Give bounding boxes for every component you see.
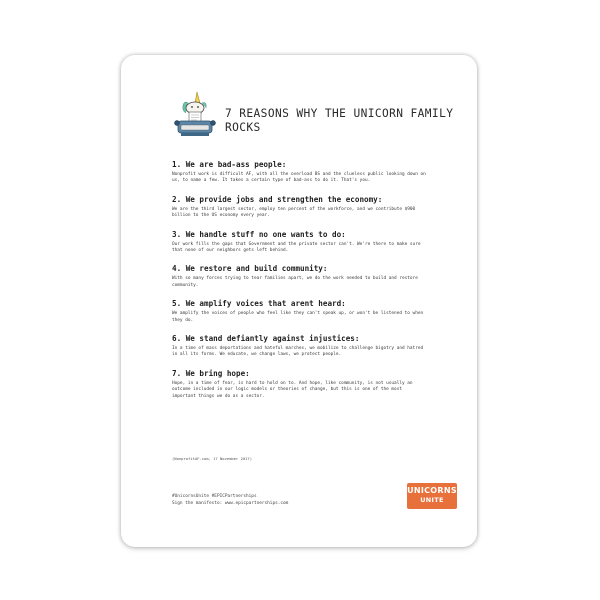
reason-heading: 4. We restore and build community: (172, 264, 328, 274)
reason-heading: 6. We stand defiantly against injustices: (172, 334, 360, 344)
reason-body: We are the third largest sector, employ ten percent of the workforce, and we contribute $900 billion to the US economy every year. (172, 206, 416, 219)
reason-body: We amplify the voices of people who feel like they can't speak up, or won't be listened to when they do. (172, 311, 424, 323)
reason-body: Nonprofit work is difficult AF, with all the overload BS and the clueless public looking down on us, to name a few. It takes a certain type of bad-ass to do it. That's you. (172, 172, 426, 184)
reason-heading: 3. We handle stuff no one wants to do: (172, 229, 346, 239)
list-item (172, 195, 427, 220)
logo-line-2: UNITE (420, 496, 444, 504)
list-item (172, 264, 427, 289)
reason-body: Hope, in a time of fear, is hard to hold on to. And hope, like community, is not usually an outcome included in our logic models or theories of change, but this is one of the most important things we do as a sector. (172, 380, 413, 399)
reason-body: Our work fills the gaps that Government and the private sector can't. We're there to make sure that none of our neighbors gets left behind. (172, 241, 421, 254)
sticker-card (121, 55, 477, 547)
source-citation: (NonprofitAF.com, 17 November 2017) (172, 456, 253, 461)
unicorn-typewriter-icon (172, 91, 218, 139)
reason-heading: 2. We provide jobs and strengthen the economy: (172, 194, 383, 204)
list-item (172, 369, 427, 400)
logo-line-1: UNICORNS (407, 486, 457, 495)
reason-body: In a time of mass deportations and hateful marches, we mobilize to challenge bigotry and hatred in all its forms. We educate, we change laws, we protect people. (172, 346, 424, 358)
footer (172, 493, 288, 507)
footer-hashtags: #UnicornsUnite #EPICPartnerships (172, 494, 257, 499)
list-item (172, 334, 427, 359)
reason-heading: 7. We bring hope: (172, 368, 250, 378)
footer-sign-link[interactable]: Sign the manifesto: www.epicpartnerships.com (172, 501, 289, 506)
reason-heading: 5. We amplify voices that arent heard: (172, 299, 346, 309)
page-title: 7 REASONS WHY THE UNICORN FAMILY ROCKS (225, 107, 454, 134)
list-item (172, 160, 427, 185)
list-item (172, 299, 427, 324)
list-item (172, 230, 427, 255)
reason-body: With so many forces trying to tear families apart, we do the work needed to build and restore community. (172, 276, 418, 288)
unicorns-unite-logo (407, 483, 457, 509)
reason-heading: 1. We are bad-ass people: (172, 160, 287, 169)
reasons-list (172, 160, 427, 410)
